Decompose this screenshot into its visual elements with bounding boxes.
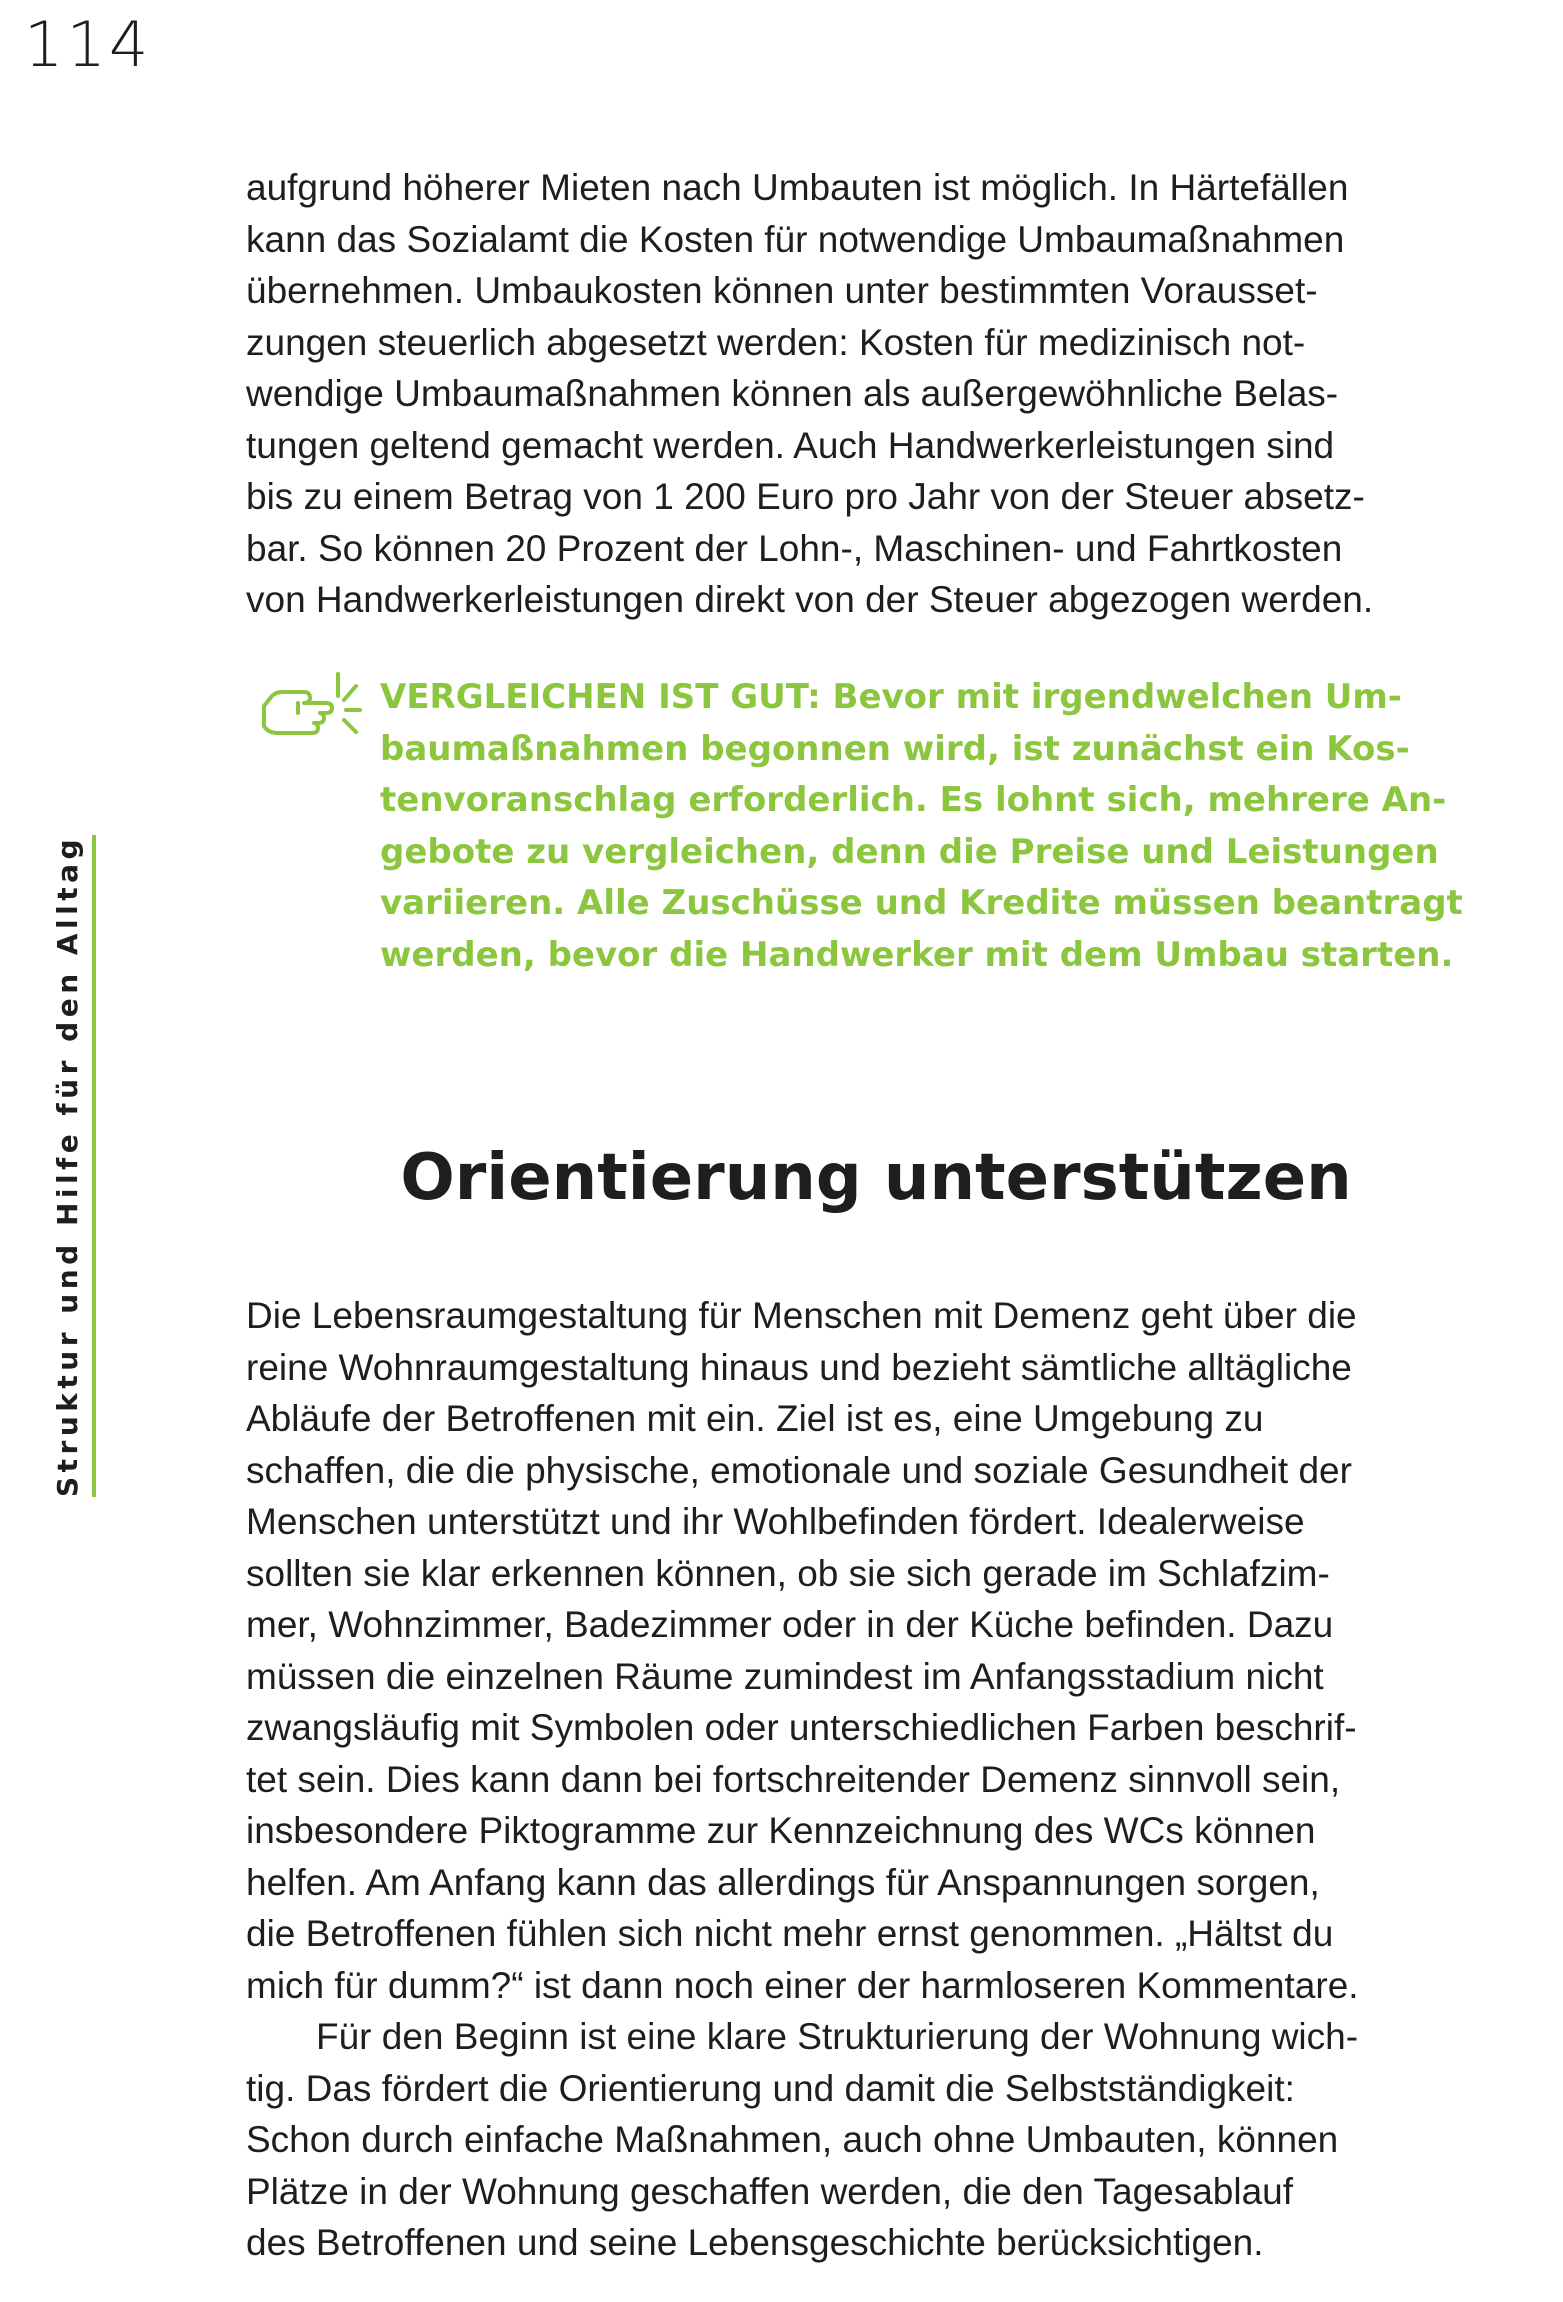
tip-line: gebote zu vergleichen, denn die Preise und Leistungen [380,831,1439,872]
section-side-label: Struktur und Hilfe für den Alltag [52,835,96,1497]
text-line: zungen steuerlich abgesetzt werden: Kosten für medizinisch not- [246,321,1306,363]
pointing-hand-icon [258,668,362,738]
text-line: kann das Sozialamt die Kosten für notwendige Umbaumaßnahmen [246,218,1345,260]
text-line: die Betroffenen fühlen sich nicht mehr ernst genommen. „Hältst du [246,1913,1334,1954]
body-text [246,1290,1506,2269]
tip-line: tenvoranschlag erforderlich. Es lohnt sich, mehrere An- [380,780,1447,820]
text-line: von Handwerkerleistungen direkt von der Steuer abgezogen werden. [246,579,1374,620]
text-line: reine Wohnraumgestaltung hinaus und bezieht sämtliche alltägliche [246,1346,1352,1388]
text-line: des Betroffenen und seine Lebensgeschichte berücksichtigen. [246,2222,1264,2263]
text-line: tet sein. Dies kann dann bei fortschreitender Demenz sinnvoll sein, [246,1758,1341,1800]
section-heading: Orientierung unterstützen [400,1141,1352,1215]
text-line: Plätze in der Wohnung geschaffen werden, die den Tagesablauf [246,2170,1294,2212]
text-line: Die Lebensraumgestaltung für Menschen mit Demenz geht über die [246,1295,1357,1336]
text-line: tig. Das fördert die Orientierung und damit die Selbstständigkeit: [246,2067,1295,2109]
text-line: müssen die einzelnen Räume zumindest im Anfangsstadium nicht [246,1655,1324,1697]
text-line: insbesondere Piktogramme zur Kennzeichnung des WCs können [246,1810,1316,1851]
tip-box [380,672,1520,981]
intro-paragraph [246,162,1506,626]
text-line: wendige Umbaumaßnahmen können als außergewöhnliche Belas- [246,373,1339,414]
text-line: übernehmen. Umbaukosten können unter bestimmten Vorausset- [246,270,1318,311]
text-line: zwangsläufig mit Symbolen oder unterschiedlichen Farben beschrif- [246,1707,1357,1748]
text-line: helfen. Am Anfang kann das allerdings für Anspannungen sorgen, [246,1861,1320,1903]
tip-line: baumaßnahmen begonnen wird, ist zunächst ein Kos- [380,728,1410,769]
text-line: Menschen unterstützt und ihr Wohlbefinden fördert. Idealerweise [246,1501,1305,1542]
text-line: sollten sie klar erkennen können, ob sie sich gerade im Schlafzim- [246,1552,1330,1594]
text-line: Abläufe der Betroffenen mit ein. Ziel ist es, eine Umgebung zu [246,1398,1264,1439]
page-number: 114 [24,8,152,81]
text-line: Für den Beginn ist eine klare Strukturierung der Wohnung wich- [316,2016,1359,2057]
text-line: bar. So können 20 Prozent der Lohn-, Maschinen- und Fahrtkosten [246,527,1343,569]
text-line: mer, Wohnzimmer, Badezimmer oder in der Küche befinden. Dazu [246,1604,1334,1645]
text-line: mich für dumm?“ ist dann noch einer der harmloseren Kommentare. [246,1964,1359,2006]
text-line: aufgrund höherer Mieten nach Umbauten ist möglich. In Härtefällen [246,167,1349,208]
tip-line: VERGLEICHEN IST GUT: Bevor mit irgendwelchen Um- [380,677,1402,717]
text-line: bis zu einem Betrag von 1 200 Euro pro Jahr von der Steuer absetz- [246,476,1365,517]
tip-line: werden, bevor die Handwerker mit dem Umbau starten. [380,934,1454,975]
text-line: schaffen, die die physische, emotionale und soziale Gesundheit der [246,1449,1352,1491]
text-line: tungen geltend gemacht werden. Auch Handwerkerleistungen sind [246,424,1335,466]
text-line: Schon durch einfache Maßnahmen, auch ohne Umbauten, können [246,2119,1339,2160]
tip-line: variieren. Alle Zuschüsse und Kredite müssen beantragt [380,883,1463,923]
